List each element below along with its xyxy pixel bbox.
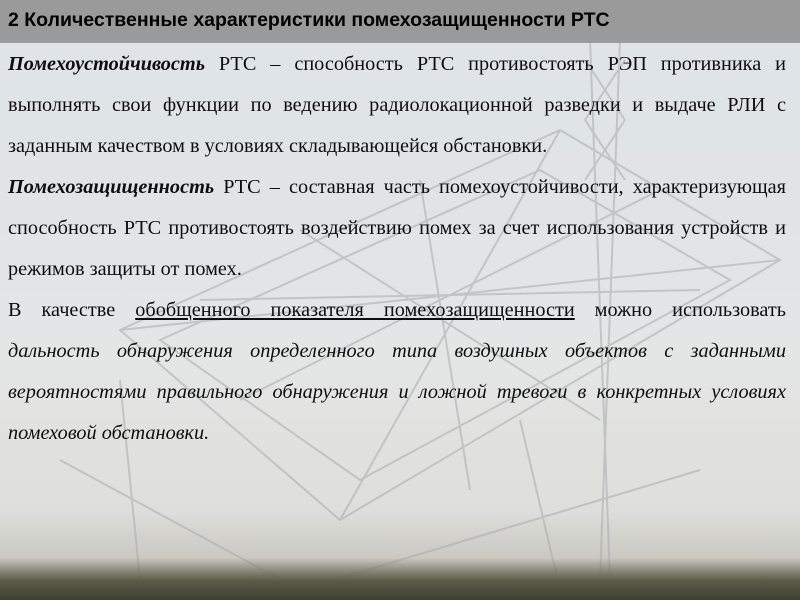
term-noise-immunity: Помехоустойчивость [8, 53, 205, 75]
indicator-term: обобщенного показателя помехозащищенности [135, 299, 575, 321]
definition-noise-immunity: РТС – способность РТС противостоять РЭП противника и выполнять свои функции по ведению радиолокационной разведки и выдаче РЛИ с заданным качеством в условиях складывающейся обстановки. [8, 53, 786, 157]
slide-title: 2 Количественные характеристики помехозащищенности РТС [8, 9, 610, 31]
paragraph-immunity [8, 44, 786, 167]
ground-strip [0, 558, 800, 600]
definition-noise-protection: РТС – составная часть помехоустойчивости, характеризующая способность РТС противостоять воздействию помех за счет использования устройств и режимов защиты от помех. [8, 176, 786, 280]
title-bar [0, 0, 800, 43]
indicator-connector: можно использовать [574, 299, 787, 321]
term-noise-protection: Помехозащищенность [8, 176, 215, 198]
slide-body [8, 44, 786, 454]
indicator-intro: В качестве [8, 299, 136, 321]
indicator-definition: дальность обнаружения определенного типа воздушных объектов с заданными вероятностями правильного обнаружения и ложной тревоги в конкретных условиях помеховой обстановки. [8, 340, 786, 444]
paragraph-indicator [8, 290, 786, 454]
paragraph-protection [8, 167, 786, 290]
